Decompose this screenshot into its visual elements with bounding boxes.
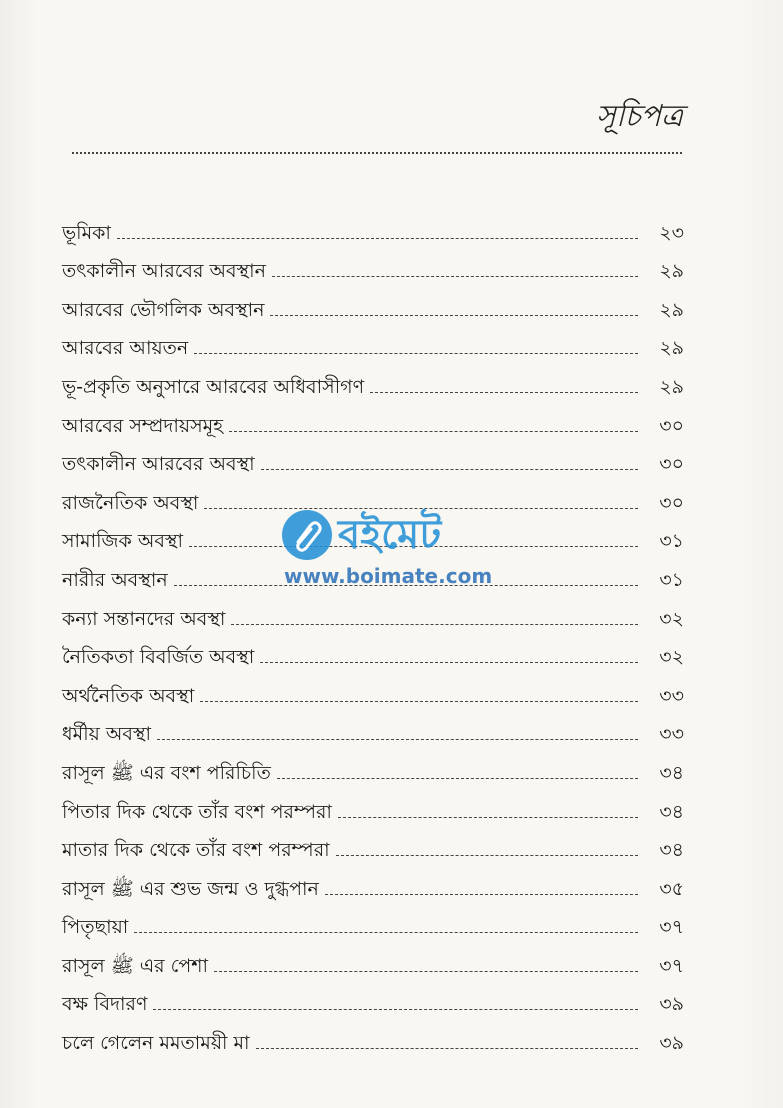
watermark (280, 508, 540, 598)
toc-entry (62, 785, 684, 824)
toc-leader-dots (336, 855, 638, 856)
toc-entry-title: ভূ-প্রকৃতি অনুসারে আরবের অধিবাসীগণ (62, 375, 365, 398)
toc-entry (62, 322, 684, 361)
toc-entry-title: রাজনৈতিক অবস্থা (62, 491, 199, 514)
toc-leader-dots (134, 932, 638, 933)
heading-divider (72, 152, 682, 154)
toc-entry-page: ২৯ (659, 298, 684, 321)
paperclip-logo-icon (280, 508, 334, 562)
toc-leader-dots (214, 971, 638, 972)
toc-entry (62, 862, 684, 901)
toc-entry-title: চলে গেলেন মমতাময়ী মা (62, 1032, 250, 1055)
toc-entry-page: ৩৯ (659, 1032, 684, 1055)
toc-entry-title: ভূমিকা (62, 221, 111, 244)
toc-entry (62, 283, 684, 322)
toc-leader-dots (117, 238, 638, 239)
toc-entry-page: ৩৭ (659, 954, 684, 977)
toc-entry-page: ৩০ (659, 491, 684, 514)
toc-entry (62, 824, 684, 863)
toc-entry-page: ২৯ (659, 337, 684, 360)
toc-entry (62, 399, 684, 438)
toc-entry (62, 978, 684, 1017)
toc-entry-title: অর্থনৈতিক অবস্থা (62, 684, 195, 707)
toc-entry (62, 1016, 684, 1055)
toc-leader-dots (338, 817, 638, 818)
watermark-brand: বইমেট (338, 512, 442, 558)
toc-leader-dots (272, 276, 638, 277)
toc-leader-dots (194, 353, 638, 354)
toc-entry-title: রাসূল ﷺ এর শুভ জন্ম ও দুগ্ধপান (62, 877, 319, 900)
toc-entry-page: ৩০ (659, 414, 684, 437)
toc-entry-title: তৎকালীন আরবের অবস্থা (62, 453, 255, 476)
toc-entry (62, 939, 684, 978)
page-heading: সূচিপত্র (596, 99, 683, 134)
toc-entry-page: ৩৫ (659, 877, 684, 900)
toc-entry-page: ৩১ (659, 530, 684, 553)
toc-entry-page: ২৩ (659, 221, 684, 244)
toc-entry-title: নারীর অবস্থান (62, 568, 168, 591)
toc-entry-page: ৩২ (659, 607, 684, 630)
toc-entry (62, 245, 684, 284)
toc-leader-dots (325, 894, 638, 895)
toc-entry-title: আরবের আয়তন (62, 337, 189, 360)
toc-entry-title: মাতার দিক থেকে তাঁর বংশ পরম্পরা (62, 839, 330, 862)
toc-entry-title: কন্যা সন্তানদের অবস্থা (62, 607, 226, 630)
toc-entry (62, 206, 684, 245)
toc-leader-dots (256, 1048, 638, 1049)
toc-entry-title: বক্ষ বিদারণ (62, 993, 148, 1016)
toc-entry-page: ৩৩ (659, 684, 684, 707)
toc-leader-dots (231, 624, 638, 625)
toc-entry-title: নৈতিকতা বিবর্জিত অবস্থা (62, 646, 255, 669)
toc-entry-page: ২৯ (659, 375, 684, 398)
toc-leader-dots (370, 392, 638, 393)
toc-entry-page: ৩৪ (659, 800, 684, 823)
toc-entry-title: ধর্মীয় অবস্থা (62, 723, 151, 746)
toc-entry (62, 438, 684, 477)
toc-entry (62, 669, 684, 708)
toc-entry-page: ৩২ (659, 646, 684, 669)
toc-entry-page: ৩৯ (659, 993, 684, 1016)
toc-entry-title: পিতার দিক থেকে তাঁর বংশ পরম্পরা (62, 800, 332, 823)
toc-entry-page: ৩৪ (659, 839, 684, 862)
toc-leader-dots (260, 662, 638, 663)
toc-leader-dots (261, 469, 638, 470)
toc-entry-page: ৩৪ (659, 761, 684, 784)
toc-entry-page: ৩০ (659, 453, 684, 476)
toc-entry-title: রাসূল ﷺ এর বংশ পরিচিতি (62, 761, 271, 784)
toc-entry (62, 360, 684, 399)
toc-entry-title: আরবের ভৌগলিক অবস্থান (62, 298, 265, 321)
toc-entry-title: তৎকালীন আরবের অবস্থান (62, 260, 266, 283)
toc-leader-dots (157, 739, 638, 740)
toc-entry-title: পিতৃছায়া (62, 916, 129, 939)
watermark-url: www.boimate.com (284, 564, 493, 588)
toc-entry-title: সামাজিক অবস্থা (62, 530, 184, 553)
toc-entry-page: ৩৭ (659, 916, 684, 939)
toc-leader-dots (200, 701, 638, 702)
toc-entry (62, 746, 684, 785)
toc-leader-dots (153, 1009, 638, 1010)
toc-entry (62, 631, 684, 670)
toc-entry-title: রাসূল ﷺ এর পেশা (62, 954, 209, 977)
toc-entry-title: আরবের সম্প্রদায়সমূহ (62, 414, 224, 437)
toc-entry (62, 708, 684, 747)
toc-entry-page: ৩৩ (659, 723, 684, 746)
toc-entry-page: ২৯ (659, 260, 684, 283)
toc-leader-dots (277, 778, 638, 779)
toc-leader-dots (270, 315, 638, 316)
toc-leader-dots (229, 431, 638, 432)
toc-entry (62, 901, 684, 940)
table-of-contents (62, 206, 684, 1055)
toc-entry-page: ৩১ (659, 568, 684, 591)
